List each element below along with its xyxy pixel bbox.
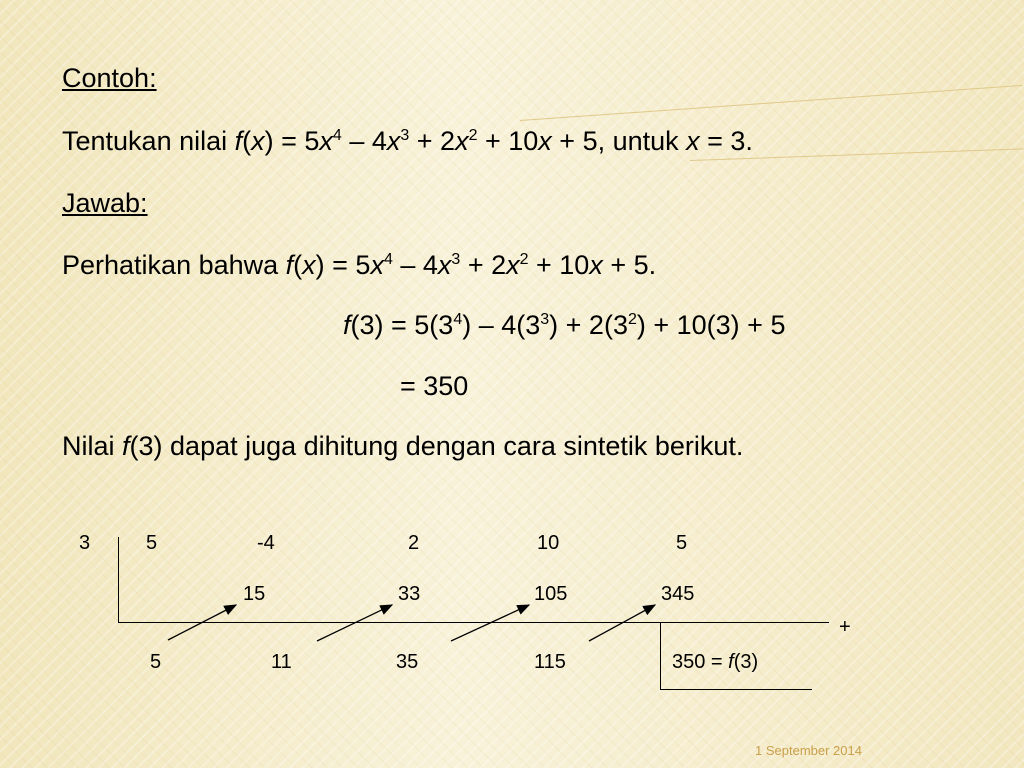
coefficient: -4 <box>257 532 275 554</box>
result-line: = 350 <box>400 371 469 401</box>
f-symbol: f <box>285 250 294 280</box>
coefficient: 5 <box>146 532 158 554</box>
term: + 10 <box>528 250 590 280</box>
f-symbol: f <box>122 431 130 461</box>
coefficient: 5 <box>676 532 688 554</box>
f-symbol: f <box>234 126 243 156</box>
x-symbol: x <box>455 126 469 156</box>
exponent: 3 <box>540 311 550 328</box>
term: + 5, untuk <box>551 126 687 156</box>
exponent: 3 <box>400 127 410 144</box>
exponent: 4 <box>453 311 463 328</box>
term: – 4 <box>341 126 387 156</box>
term: + 5. <box>602 250 657 280</box>
arrow <box>168 605 236 640</box>
product: 33 <box>398 583 421 605</box>
product: 15 <box>243 583 266 605</box>
answer-heading: Jawab: <box>62 188 148 218</box>
exponent: 2 <box>627 311 637 328</box>
f-symbol: f <box>728 651 734 673</box>
term: ) = 5 <box>315 250 371 280</box>
x-symbol: x <box>506 250 520 280</box>
exponent: 4 <box>383 251 393 268</box>
remainder-number: 350 = <box>672 651 729 673</box>
paren: ( <box>293 250 303 280</box>
example-heading: Contoh: <box>62 63 157 93</box>
x-symbol: x <box>538 126 552 156</box>
closing-rest: (3) dapat juga dihitung dengan cara sintetik berikut. <box>129 431 744 461</box>
x-symbol: x <box>589 250 603 280</box>
term: + 2 <box>460 250 507 280</box>
x-symbol: x <box>437 250 452 280</box>
result-value: 11 <box>271 651 292 673</box>
divisor: 3 <box>79 532 91 554</box>
exponent: 2 <box>519 251 529 268</box>
result-value: 115 <box>534 651 566 673</box>
term: + 10 <box>477 126 539 156</box>
x-symbol: x <box>319 126 333 156</box>
x-symbol: x <box>386 126 401 156</box>
result-value: 35 <box>396 651 419 673</box>
result-value: 5 <box>150 651 162 673</box>
x-symbol: x <box>686 126 700 156</box>
exponent: 3 <box>451 251 461 268</box>
footer-date: 1 September 2014 <box>755 743 862 758</box>
plus-sign: + <box>839 616 851 638</box>
arrow <box>451 605 529 641</box>
problem-prefix: Tentukan nilai <box>62 126 235 156</box>
x-symbol: x <box>370 250 384 280</box>
f-symbol: f <box>343 310 351 340</box>
term: ) + 2(3 <box>549 310 628 340</box>
arrow <box>317 605 392 641</box>
term: = 3. <box>699 126 753 156</box>
coefficient: 2 <box>408 532 420 554</box>
paren: ( <box>242 126 252 156</box>
term: + 2 <box>409 126 456 156</box>
term: – 4 <box>392 250 438 280</box>
x-symbol: x <box>251 126 265 156</box>
closing-prefix: Nilai <box>62 431 123 461</box>
remainder-arg: (3) <box>733 651 759 673</box>
exponent: 2 <box>468 127 478 144</box>
term: ) = 5 <box>264 126 320 156</box>
arrow <box>589 605 655 641</box>
term: ) + 10(3) + 5 <box>636 310 786 340</box>
exponent: 4 <box>332 127 342 144</box>
term: (3) = 5(3 <box>350 310 454 340</box>
product: 105 <box>534 583 568 605</box>
observe-prefix: Perhatikan bahwa <box>62 250 286 280</box>
x-symbol: x <box>302 250 316 280</box>
coefficient: 10 <box>537 532 560 554</box>
product: 345 <box>661 583 695 605</box>
term: ) – 4(3 <box>462 310 541 340</box>
